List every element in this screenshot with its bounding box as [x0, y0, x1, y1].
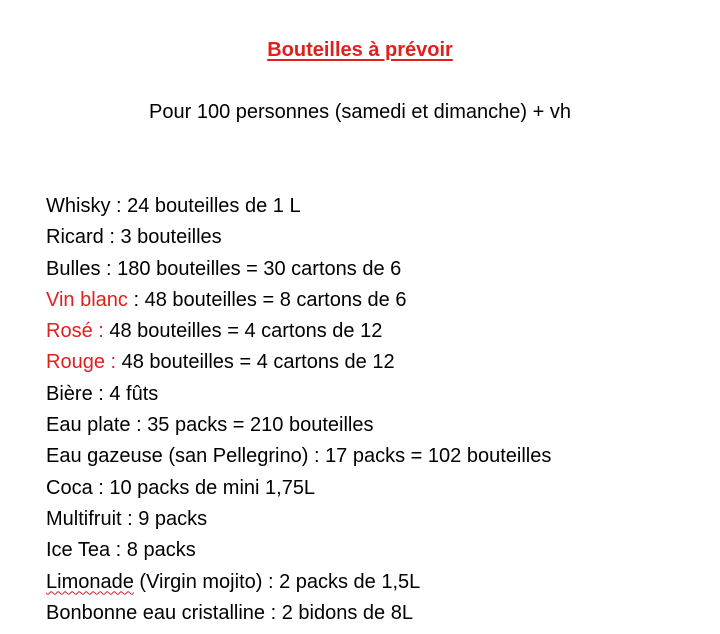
- item-separator: :: [92, 320, 110, 343]
- item-label: Multifruit: [46, 507, 122, 530]
- list-item: [46, 317, 551, 348]
- item-label: Eau plate: [46, 414, 131, 437]
- bottle-list: [46, 192, 551, 630]
- item-separator: :: [121, 507, 139, 530]
- list-item: [46, 380, 551, 411]
- list-item: [46, 223, 551, 254]
- list-item: [46, 442, 551, 473]
- item-label: Ice Tea: [46, 539, 111, 562]
- list-item: [46, 348, 551, 379]
- item-separator: :: [100, 257, 118, 280]
- list-item: [46, 505, 551, 536]
- item-separator: :: [265, 601, 282, 624]
- item-label: Bonbonne eau cristalline: [46, 601, 266, 624]
- item-detail: 10 packs de mini 1,75L: [109, 476, 316, 499]
- list-item: [46, 255, 551, 286]
- item-label: Rouge: [46, 351, 105, 374]
- item-detail: 9 packs: [138, 507, 208, 530]
- item-detail: 35 packs = 210 bouteilles: [147, 414, 374, 437]
- item-separator: :: [103, 226, 121, 249]
- item-separator: :: [92, 382, 110, 405]
- item-separator: :: [110, 539, 127, 562]
- item-detail: 8 packs: [126, 539, 196, 562]
- list-item: [46, 568, 551, 599]
- list-item: [46, 286, 551, 317]
- item-separator: :: [110, 195, 128, 217]
- item-separator: :: [127, 288, 145, 311]
- item-detail: 3 bouteilles: [120, 226, 222, 249]
- item-label: Vin blanc: [46, 288, 128, 311]
- item-separator: :: [92, 476, 110, 499]
- item-detail: 4 fûts: [109, 382, 159, 405]
- item-detail: (Virgin mojito) : 2 packs de 1,5L: [139, 570, 421, 593]
- list-item: [46, 192, 551, 223]
- item-label: Whisky: [46, 195, 111, 217]
- item-detail: 48 bouteilles = 4 cartons de 12: [109, 320, 383, 343]
- document-title: Bouteilles à prévoir: [267, 39, 453, 61]
- list-item: [46, 474, 551, 505]
- item-separator: :: [308, 445, 326, 468]
- item-separator: :: [130, 414, 148, 437]
- item-detail: 48 bouteilles = 4 cartons de 12: [121, 351, 395, 374]
- document-subtitle: Pour 100 personnes (samedi et dimanche) + vh: [149, 101, 571, 123]
- item-label: Bulles: [46, 257, 101, 280]
- item-label: Rosé: [46, 320, 93, 343]
- item-detail: 17 packs = 102 bouteilles: [325, 445, 552, 468]
- list-item: [46, 599, 551, 630]
- list-item: [46, 411, 551, 442]
- item-detail: 48 bouteilles = 8 cartons de 6: [144, 288, 407, 311]
- item-label: Eau gazeuse (san Pellegrino): [46, 445, 309, 468]
- item-detail: 24 bouteilles de 1 L: [127, 195, 301, 217]
- item-detail: 180 bouteilles = 30 cartons de 6: [117, 257, 402, 280]
- item-separator: :: [104, 351, 122, 374]
- list-item: [46, 536, 551, 567]
- item-label: Ricard: [46, 226, 104, 249]
- item-label: Bière: [46, 382, 93, 405]
- item-detail: 2 bidons de 8L: [281, 601, 413, 624]
- item-label: Limonade: [46, 570, 134, 593]
- item-label: Coca: [46, 476, 93, 499]
